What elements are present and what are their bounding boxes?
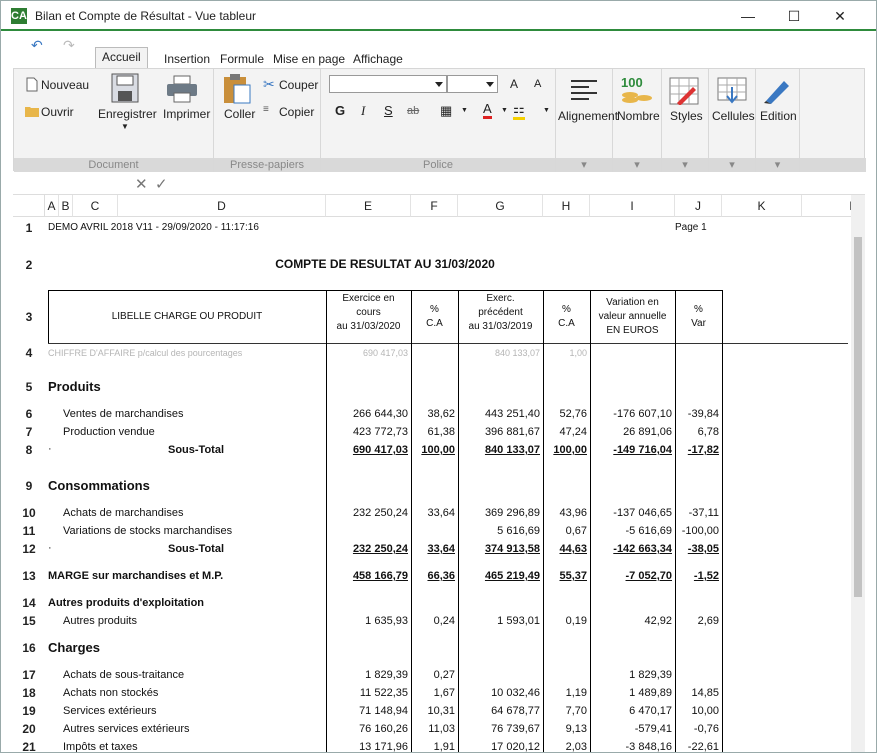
maximize-icon[interactable]: ☐ (787, 8, 801, 24)
cell-g[interactable]: 374 913,58 (484, 543, 540, 555)
cell-g[interactable]: 369 296,89 (484, 507, 540, 519)
cell-g[interactable]: 396 881,67 (484, 426, 540, 438)
report-header-left: DEMO AVRIL 2018 V11 - 29/09/2020 - 11:17:16 (48, 222, 259, 233)
group-nombre (613, 69, 662, 172)
cell-f[interactable]: 1,67 (433, 687, 455, 699)
new-document-icon (26, 77, 38, 92)
cell-f[interactable]: 11,03 (428, 723, 455, 735)
cell-e[interactable]: 232 250,24 (352, 543, 408, 555)
row-header[interactable]: 5 (25, 380, 33, 394)
cell-g[interactable]: 17 020,12 (491, 741, 540, 753)
pencil-icon (762, 75, 792, 105)
row-header[interactable]: 13 (22, 569, 36, 583)
cell-e[interactable]: 1 829,39 (365, 669, 408, 681)
fill-color-dropdown-icon[interactable]: ▼ (543, 107, 550, 114)
row-label: Consommations (48, 478, 150, 493)
shrink-font-button[interactable]: A (534, 78, 542, 90)
row-label: Achats de sous-traitance (63, 669, 185, 681)
cell-i[interactable]: -7 052,70 (625, 570, 672, 582)
cell-i[interactable]: 6 470,17 (629, 705, 672, 717)
cell-f[interactable]: 1,91 (433, 741, 455, 753)
cell-g[interactable]: 10 032,46 (491, 687, 540, 699)
row-header[interactable]: 4 (25, 346, 33, 360)
group-label-document: Document (14, 158, 213, 172)
row-header[interactable]: 12 (22, 542, 36, 556)
font-color-dropdown-icon[interactable]: ▼ (501, 107, 508, 114)
styles-icon (669, 77, 699, 105)
row-label: Services extérieurs (63, 705, 157, 717)
group-cellules (709, 69, 756, 172)
vertical-scrollbar[interactable] (851, 195, 865, 753)
header-libelle: LIBELLE CHARGE OU PRODUIT (111, 311, 263, 322)
row-header[interactable]: 1 (25, 221, 33, 235)
alignement-launcher-icon[interactable]: ▾ (556, 158, 612, 172)
column-header[interactable]: H (543, 195, 590, 217)
cell-f[interactable]: 66,36 (427, 570, 455, 582)
cell-i[interactable]: 26 891,06 (623, 426, 672, 438)
header-pct-ca: % C.A (426, 304, 443, 329)
redo-icon[interactable]: ↷ (63, 37, 75, 53)
row-label: Sous-Total (168, 543, 225, 555)
ribbon-tabs (1, 33, 876, 66)
enregistrer-dropdown-icon[interactable]: ▼ (121, 122, 129, 131)
open-folder-icon (25, 105, 39, 117)
formula-bar (13, 173, 865, 195)
svg-text:100: 100 (621, 75, 643, 90)
font-family-select[interactable] (329, 75, 447, 93)
cell-e[interactable]: 11 522,35 (359, 687, 408, 699)
ca-reference-g: 840 133,07 (494, 348, 540, 358)
table-line (675, 290, 676, 753)
row-label: Produits (48, 379, 101, 394)
row-label: Production vendue (63, 426, 155, 438)
cell-e[interactable]: 423 772,73 (352, 426, 408, 438)
cell-g[interactable]: 443 251,40 (484, 408, 540, 420)
cell-g[interactable]: 76 739,67 (491, 723, 540, 735)
cell-h[interactable]: 7,70 (565, 705, 587, 717)
tab-affichage[interactable]: Affichage (353, 52, 403, 66)
cell-f[interactable]: 100,00 (421, 444, 455, 456)
row-label: Achats non stockés (63, 687, 159, 699)
column-header[interactable]: J (675, 195, 722, 217)
row-header[interactable]: 2 (25, 258, 33, 272)
nombre-button[interactable]: Nombre (617, 109, 660, 123)
title-bar (1, 1, 876, 31)
table-border-top (48, 290, 722, 291)
scrollbar-thumb[interactable] (854, 237, 862, 597)
styles-launcher-icon[interactable]: ▾ (662, 158, 708, 172)
close-icon[interactable]: ✕ (834, 8, 846, 24)
cell-h[interactable]: 0,19 (565, 615, 587, 627)
borders-dropdown-icon[interactable]: ▼ (461, 107, 468, 114)
cell-h[interactable]: 9,13 (565, 723, 587, 735)
ca-reference-h: 1,00 (569, 348, 587, 358)
cell-h[interactable]: 47,24 (559, 426, 587, 438)
cell-f[interactable]: 33,64 (427, 543, 455, 555)
scissors-icon: ✂ (263, 76, 275, 92)
group-styles (662, 69, 709, 172)
align-icon (570, 79, 598, 103)
minimize-icon[interactable]: — (741, 8, 755, 24)
column-header[interactable]: I (590, 195, 675, 217)
styles-button[interactable]: Styles (670, 109, 703, 123)
enregistrer-button[interactable]: Enregistrer (98, 107, 157, 121)
cell-e[interactable]: 71 148,94 (359, 705, 408, 717)
table-line (590, 290, 591, 753)
cell-j[interactable]: -39,84 (687, 408, 719, 420)
row-header[interactable]: 7 (25, 425, 33, 439)
cell-i[interactable]: -579,41 (634, 723, 672, 735)
table-line (326, 290, 327, 753)
fill-color-icon[interactable]: ⚏ (513, 101, 525, 120)
header-pct-ca-precedent: % C.A (558, 304, 575, 329)
undo-icon[interactable]: ↶ (31, 37, 43, 53)
column-header[interactable]: A (45, 195, 59, 217)
spreadsheet-grid (13, 195, 865, 753)
number-format-icon (620, 75, 654, 105)
group-police (321, 69, 556, 172)
cell-j[interactable]: -17,82 (687, 444, 719, 456)
row-header[interactable]: 10 (22, 506, 36, 520)
header-exercice: Exercice en cours au 31/03/2020 (336, 293, 401, 332)
couper-button[interactable]: Couper (279, 78, 319, 92)
table-line (722, 290, 723, 753)
copier-button[interactable]: Copier (279, 105, 315, 119)
header-pct-var: % Var (691, 304, 706, 329)
table-header-bottom (48, 343, 848, 344)
cell-g[interactable]: 5 616,69 (497, 525, 540, 537)
group-label-police: Police (321, 158, 555, 172)
cell-h[interactable]: 55,37 (559, 570, 587, 582)
column-header[interactable]: B (59, 195, 73, 217)
row-header[interactable]: 16 (22, 641, 36, 655)
row-label: Ventes de marchandises (63, 408, 184, 420)
cell-j[interactable]: 14,85 (691, 687, 719, 699)
cell-e[interactable]: 232 250,24 (352, 507, 408, 519)
table-line (458, 290, 459, 753)
grow-font-button[interactable]: A (510, 77, 519, 91)
coller-button[interactable]: Coller (224, 107, 256, 121)
cell-e[interactable]: 266 644,30 (352, 408, 408, 420)
column-header[interactable]: G (458, 195, 543, 217)
cell-h[interactable]: 2,03 (565, 741, 587, 753)
column-header[interactable]: D (118, 195, 326, 217)
cell-i[interactable]: 42,92 (644, 615, 672, 627)
font-size-select[interactable] (447, 75, 498, 93)
table-line (48, 290, 49, 343)
header-variation: Variation en valeur annuelle EN EUROS (598, 297, 667, 336)
group-presse-papiers (214, 69, 321, 172)
cell-j[interactable]: -1,52 (693, 570, 719, 582)
group-document (14, 69, 214, 172)
cell-i[interactable]: -142 663,34 (613, 543, 672, 555)
row-header[interactable]: 18 (22, 686, 36, 700)
cell-e[interactable]: 458 166,79 (352, 570, 408, 582)
row-header[interactable]: 21 (22, 740, 36, 753)
cell-i[interactable]: -5 616,69 (625, 525, 672, 537)
report-title: COMPTE DE RESULTAT AU 31/03/2020 (275, 257, 495, 271)
cell-g[interactable]: 64 678,77 (491, 705, 540, 717)
borders-icon[interactable]: ▦ (440, 103, 453, 118)
strikethrough-button[interactable]: ab (407, 105, 420, 117)
row-label: Achats de marchandises (63, 507, 184, 519)
save-disk-icon (111, 73, 139, 103)
row-header[interactable]: 17 (22, 668, 36, 682)
column-header[interactable]: C (73, 195, 118, 217)
bold-button[interactable]: G (335, 103, 346, 118)
cell-g[interactable]: 840 133,07 (484, 444, 540, 456)
cell-j[interactable]: 2,69 (697, 615, 719, 627)
cell-e[interactable]: 13 171,96 (359, 741, 408, 753)
select-all-corner[interactable] (13, 195, 45, 217)
row-header[interactable]: 19 (22, 704, 36, 718)
row-header[interactable]: 15 (22, 614, 36, 628)
column-header[interactable]: F (411, 195, 458, 217)
row-label: MARGE sur marchandises et M.P. (48, 570, 224, 582)
cell-h[interactable]: 1,19 (565, 687, 587, 699)
cell-j[interactable]: -22,61 (687, 741, 719, 753)
row-header[interactable]: 6 (25, 407, 33, 421)
cellules-button[interactable]: Cellules (712, 109, 755, 123)
tab-insertion[interactable]: Insertion (164, 52, 211, 66)
tab-formule[interactable]: Formule (220, 52, 265, 66)
cell-i[interactable]: -176 607,10 (613, 408, 672, 420)
tab-accueil[interactable]: Accueil (95, 47, 148, 68)
cell-i[interactable]: -3 848,16 (625, 741, 672, 753)
edition-launcher-icon[interactable]: ▾ (756, 158, 799, 172)
cell-e[interactable]: 1 635,93 (365, 615, 408, 627)
table-line (411, 290, 412, 753)
row-marker: · (48, 443, 52, 455)
header-exercice-precedent: Exerc. précédent au 31/03/2019 (468, 293, 533, 332)
column-header[interactable]: K (722, 195, 802, 217)
italic-button[interactable]: I (361, 103, 366, 118)
font-color-icon[interactable]: A (483, 101, 492, 119)
group-alignement (556, 69, 619, 172)
cellules-launcher-icon[interactable]: ▾ (709, 158, 755, 172)
tab-mise-en-page[interactable]: Mise en page (273, 52, 346, 66)
group-edition (756, 69, 800, 172)
cell-j[interactable]: -0,76 (693, 723, 719, 735)
printer-icon (166, 75, 198, 103)
row-label: Charges (48, 640, 101, 655)
row-label: Sous-Total (168, 444, 225, 456)
nouveau-button[interactable]: Nouveau (41, 78, 90, 92)
cell-h[interactable]: 43,96 (559, 507, 587, 519)
cell-f[interactable]: 61,38 (427, 426, 455, 438)
confirm-edit-icon[interactable]: ✓ (155, 176, 168, 193)
cell-e[interactable]: 690 417,03 (352, 444, 408, 456)
cell-i[interactable]: 1 829,39 (629, 669, 672, 681)
cell-j[interactable]: -37,11 (688, 507, 719, 519)
row-label: Autres produits (63, 615, 137, 627)
cell-f[interactable]: 10,31 (427, 705, 455, 717)
ribbon-empty-area (800, 69, 866, 172)
cell-g[interactable]: 465 219,49 (484, 570, 540, 582)
edition-button[interactable]: Edition (760, 109, 797, 123)
row-header[interactable]: 9 (25, 479, 33, 493)
cell-j[interactable]: 6,78 (697, 426, 719, 438)
table-line (543, 290, 544, 753)
row-header[interactable]: 11 (22, 524, 36, 538)
cancel-edit-icon[interactable]: ✕ (135, 176, 148, 193)
imprimer-button[interactable]: Imprimer (163, 107, 211, 121)
cell-i[interactable]: -149 716,04 (613, 444, 672, 456)
cell-f[interactable]: 0,27 (433, 669, 455, 681)
nombre-launcher-icon[interactable]: ▾ (613, 158, 661, 172)
row-header[interactable]: 20 (22, 722, 36, 736)
cell-h[interactable]: 100,00 (553, 444, 587, 456)
row-header[interactable]: 3 (25, 310, 33, 324)
ca-reference-label: CHIFFRE D'AFFAIRE p/calcul des pourcentages (48, 348, 243, 358)
cell-f[interactable]: 33,64 (427, 507, 455, 519)
row-label: Impôts et taxes (63, 741, 138, 753)
row-marker: · (48, 542, 52, 554)
cell-e[interactable]: 76 160,26 (359, 723, 408, 735)
cell-i[interactable]: 1 489,89 (629, 687, 672, 699)
cell-j[interactable]: 10,00 (691, 705, 719, 717)
cell-j[interactable]: -38,05 (687, 543, 719, 555)
row-label: Autres produits d'exploitation (48, 597, 205, 609)
page-number: Page 1 (675, 222, 707, 233)
copy-icon: ≡ (263, 104, 269, 115)
row-header[interactable]: 14 (22, 596, 36, 610)
row-label: Autres services extérieurs (63, 723, 190, 735)
cell-h[interactable]: 52,76 (559, 408, 587, 420)
cell-h[interactable]: 44,63 (559, 543, 587, 555)
group-label-presse-papiers: Presse-papiers (214, 158, 320, 172)
cell-f[interactable]: 38,62 (427, 408, 455, 420)
cell-i[interactable]: -137 046,65 (613, 507, 672, 519)
alignement-button[interactable]: Alignement (558, 109, 619, 123)
column-header[interactable]: E (326, 195, 411, 217)
ribbon (13, 68, 865, 171)
app-icon: CA (11, 10, 27, 22)
row-header[interactable]: 8 (25, 443, 33, 457)
cell-j[interactable]: -100,00 (681, 525, 719, 537)
underline-button[interactable]: S (384, 103, 393, 118)
paste-clipboard-icon (222, 73, 252, 105)
cell-f[interactable]: 0,24 (433, 615, 455, 627)
ouvrir-button[interactable]: Ouvrir (41, 105, 74, 119)
row-label: Variations de stocks marchandises (63, 525, 233, 537)
ca-reference-e: 690 417,03 (362, 348, 408, 358)
cell-g[interactable]: 1 593,01 (497, 615, 540, 627)
window-title: Bilan et Compte de Résultat - Vue tableur (35, 9, 257, 23)
cells-icon (717, 77, 747, 105)
cell-h[interactable]: 0,67 (565, 525, 587, 537)
